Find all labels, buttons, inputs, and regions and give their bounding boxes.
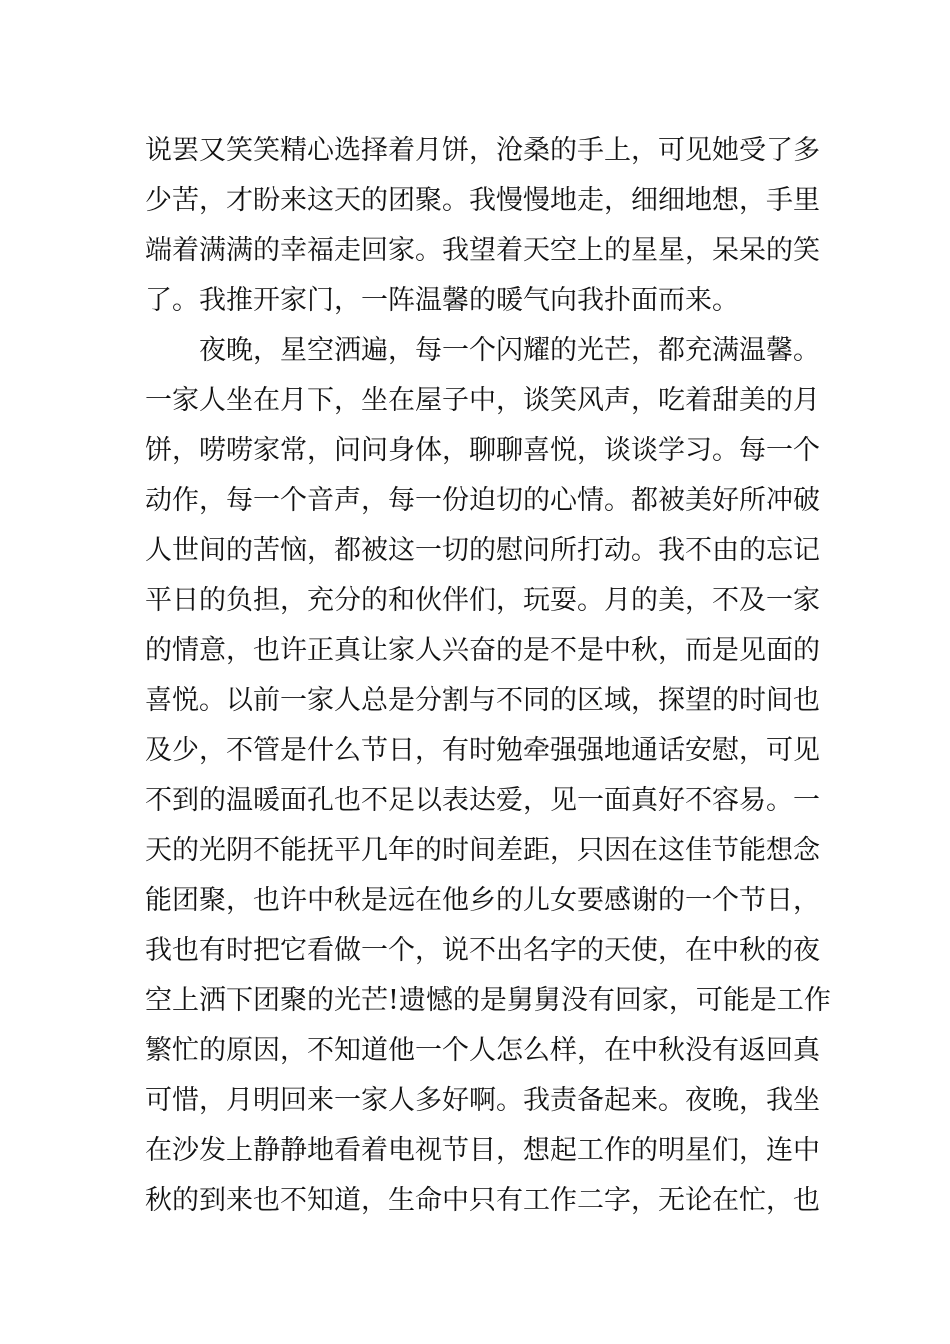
- text-line: 秋的到来也不知道，生命中只有工作二字，无论在忙，也: [145, 1185, 820, 1216]
- text-line: 可惜，月明回来一家人多好啊。我责备起来。夜晚，我坐: [145, 1085, 820, 1116]
- text-line: 一家人坐在月下，坐在屋子中，谈笑风声，吃着甜美的月: [145, 385, 820, 416]
- text-line: 端着满满的幸福走回家。我望着天空上的星星，呆呆的笑: [145, 235, 820, 266]
- text-line: 动作，每一个音声，每一份迫切的心情。都被美好所冲破: [145, 485, 820, 516]
- text-line: 人世间的苦恼，都被这一切的慰问所打动。我不由的忘记: [145, 535, 820, 566]
- text-line: 能团聚，也许中秋是远在他乡的儿女要感谢的一个节日，: [145, 885, 820, 916]
- text-line: 的情意，也许正真让家人兴奋的是不是中秋，而是见面的: [145, 635, 820, 666]
- text-line: 空上洒下团聚的光芒!遗憾的是舅舅没有回家，可能是工作: [145, 985, 831, 1016]
- body-text: [145, 126, 831, 1226]
- text-line: 及少，不管是什么节日，有时勉牵强强地通话安慰，可见: [145, 735, 820, 766]
- text-line: 说罢又笑笑精心选择着月饼，沧桑的手上，可见她受了多: [145, 135, 820, 166]
- text-line: 在沙发上静静地看着电视节目，想起工作的明星们，连中: [145, 1135, 820, 1166]
- text-line: 平日的负担，充分的和伙伴们，玩耍。月的美，不及一家: [145, 585, 820, 616]
- text-line: 不到的温暖面孔也不足以表达爱，见一面真好不容易。一: [145, 785, 820, 816]
- text-line: 我也有时把它看做一个，说不出名字的天使，在中秋的夜: [145, 935, 820, 966]
- text-line: 天的光阴不能抚平几年的时间差距，只因在这佳节能想念: [145, 835, 820, 866]
- text-line: 少苦，才盼来这天的团聚。我慢慢地走，细细地想，手里: [145, 185, 820, 216]
- text-line: 了。我推开家门，一阵温馨的暖气向我扑面而来。: [145, 285, 739, 316]
- text-line: 饼，唠唠家常，问问身体，聊聊喜悦，谈谈学习。每一个: [145, 435, 820, 466]
- text-line: 喜悦。以前一家人总是分割与不同的区域，探望的时间也: [145, 685, 820, 716]
- text-line: 繁忙的原因，不知道他一个人怎么样，在中秋没有返回真: [145, 1035, 820, 1066]
- paragraph-first-line: 夜晚，星空洒遍，每一个闪耀的光芒，都充满温馨。: [199, 335, 820, 366]
